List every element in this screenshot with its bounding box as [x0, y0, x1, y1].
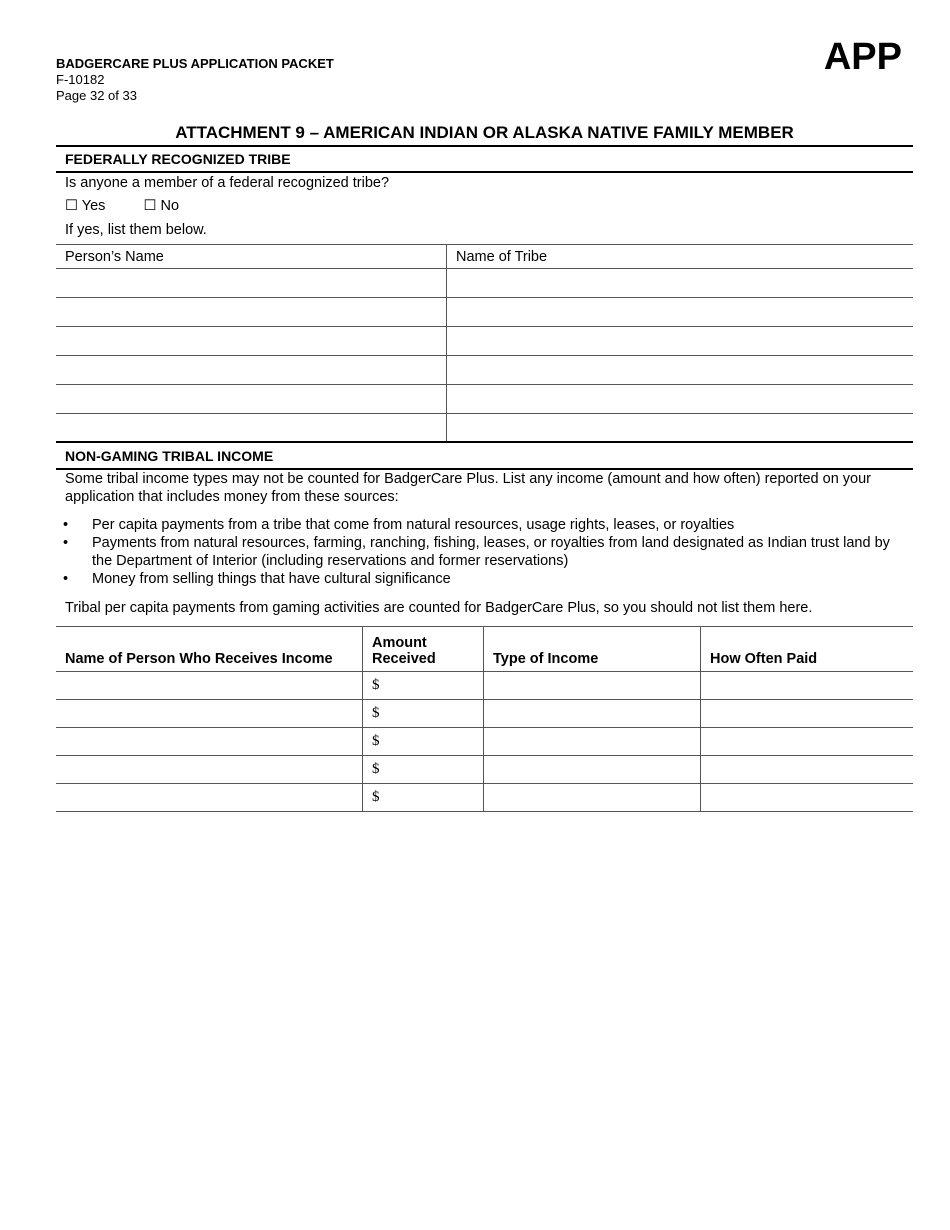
table-row — [56, 269, 913, 298]
amount-field[interactable]: $ — [363, 700, 484, 728]
no-checkbox[interactable]: ☐ — [143, 198, 157, 214]
person-name-field[interactable] — [56, 327, 447, 356]
page-title: ATTACHMENT 9 – AMERICAN INDIAN OR ALASKA NATIVE FAMILY MEMBER — [175, 123, 794, 142]
type-field[interactable] — [484, 728, 701, 756]
type-field[interactable] — [484, 756, 701, 784]
table-row — [56, 385, 913, 414]
column-tribe-name: Name of Tribe — [447, 245, 914, 269]
amount-field[interactable]: $ — [363, 784, 484, 812]
tribal-income-table — [56, 626, 913, 812]
tribe-name-field[interactable] — [447, 414, 914, 443]
amount-field[interactable]: $ — [363, 756, 484, 784]
yes-label: Yes — [81, 198, 106, 214]
frequency-field[interactable] — [701, 756, 914, 784]
column-type: Type of Income — [484, 627, 701, 672]
column-person: Name of Person Who Receives Income — [56, 627, 363, 672]
tribe-answer-options — [65, 198, 217, 214]
person-name-field[interactable] — [56, 269, 447, 298]
table-row — [56, 414, 913, 443]
table-row — [56, 327, 913, 356]
person-name-field[interactable] — [56, 298, 447, 327]
frequency-field[interactable] — [701, 700, 914, 728]
amount-field[interactable]: $ — [363, 672, 484, 700]
header-info — [56, 56, 334, 104]
table-row — [56, 700, 913, 728]
type-field[interactable] — [484, 784, 701, 812]
page-number: Page 32 of 33 — [56, 88, 137, 103]
tribe-name-field[interactable] — [447, 356, 914, 385]
income-source-list — [56, 516, 913, 588]
person-field[interactable] — [56, 700, 363, 728]
list-item: • Per capita payments from a tribe that come from natural resources, usage rights, leases, or royalties — [63, 517, 735, 533]
frequency-field[interactable] — [701, 784, 914, 812]
form-code: APP — [823, 36, 902, 78]
type-field[interactable] — [484, 672, 701, 700]
table-row — [56, 756, 913, 784]
tribe-name-field[interactable] — [447, 385, 914, 414]
column-frequency: How Often Paid — [701, 627, 914, 672]
income-section-heading: NON-GAMING TRIBAL INCOME — [56, 441, 913, 470]
person-name-field[interactable] — [56, 356, 447, 385]
tribe-name-field[interactable] — [447, 327, 914, 356]
tribe-instruction: If yes, list them below. — [65, 222, 207, 238]
tribe-name-field[interactable] — [447, 298, 914, 327]
tribe-members-table — [56, 244, 913, 443]
tribe-section-heading: FEDERALLY RECOGNIZED TRIBE — [56, 145, 913, 173]
list-item: • Money from selling things that have cultural significance — [63, 571, 451, 587]
tribe-name-field[interactable] — [447, 269, 914, 298]
person-field[interactable] — [56, 756, 363, 784]
person-field[interactable] — [56, 728, 363, 756]
table-row — [56, 672, 913, 700]
yes-option[interactable] — [65, 198, 105, 214]
amount-field[interactable]: $ — [363, 728, 484, 756]
yes-checkbox[interactable]: ☐ — [65, 198, 78, 214]
list-item: • Payments from natural resources, farming, ranching, fishing, leases, or royalties from land designated as Indian trust land by the Department of Interior (including reservations and former reservations) — [63, 535, 890, 569]
table-header-row — [56, 245, 913, 269]
income-intro: Some tribal income types may not be counted for BadgerCare Plus. List any income (amount and how often) reported on your application that includes money from these sources: — [65, 471, 871, 505]
column-person-name: Person’s Name — [56, 245, 447, 269]
table-row — [56, 356, 913, 385]
table-row — [56, 728, 913, 756]
person-field[interactable] — [56, 784, 363, 812]
person-name-field[interactable] — [56, 414, 447, 443]
person-name-field[interactable] — [56, 385, 447, 414]
table-row — [56, 298, 913, 327]
type-field[interactable] — [484, 700, 701, 728]
frequency-field[interactable] — [701, 672, 914, 700]
packet-title: BADGERCARE PLUS APPLICATION PACKET — [56, 56, 334, 71]
no-label: No — [160, 198, 180, 214]
form-number: F-10182 — [56, 72, 105, 87]
tribe-question: Is anyone a member of a federal recognized tribe? — [65, 175, 390, 191]
person-field[interactable] — [56, 672, 363, 700]
table-row — [56, 784, 913, 812]
table-header-row — [56, 627, 913, 672]
frequency-field[interactable] — [701, 728, 914, 756]
column-amount: Amount Received — [363, 627, 484, 672]
no-option[interactable] — [143, 198, 179, 214]
gaming-note: Tribal per capita payments from gaming activities are counted for BadgerCare Plus, so you should not list them here. — [65, 600, 813, 616]
